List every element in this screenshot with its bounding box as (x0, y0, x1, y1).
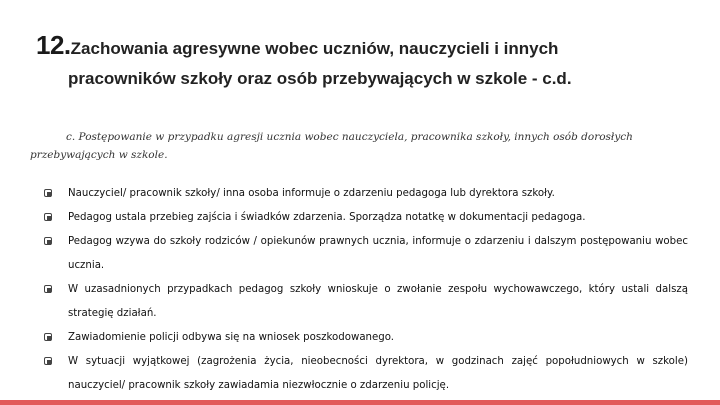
section-subtitle: c. Postępowanie w przypadku agresji ucznia wobec nauczyciela, pracownika szkoły, innych osób dorosłych przebywających w szkole. (30, 131, 633, 161)
checkbox-square-icon (44, 333, 52, 341)
checkbox-square-icon (44, 189, 52, 197)
list-item (44, 182, 688, 206)
slide-title (36, 30, 696, 89)
accent-bar (0, 400, 720, 405)
title-line-2: pracowników szkoły oraz osób przebywających w szkole - c.d. (68, 69, 572, 88)
list-item (44, 278, 688, 326)
list-item (44, 350, 688, 398)
list-item (44, 230, 688, 278)
title-number: 12. (36, 30, 71, 60)
checkbox-square-icon (44, 237, 52, 245)
list-item (44, 206, 688, 230)
checkbox-square-icon (44, 285, 52, 293)
list-item-text: Pedagog wzywa do szkoły rodziców / opiekunów prawnych ucznia, informuje o zdarzeniu i dalszym postępowaniu wobec ucznia. (68, 236, 688, 271)
title-line-1: Zachowania agresywne wobec uczniów, nauczycieli i innych (70, 39, 559, 58)
bullet-list (44, 182, 688, 398)
list-item-text: W sytuacji wyjątkowej (zagrożenia życia, nieobecności dyrektora, w godzinach zajęć popołudniowych w szkole) nauczyciel/ pracownik szkoły zawiadamia niezwłocznie o zdarzeniu policję. (68, 356, 688, 391)
list-item-text: Nauczyciel/ pracownik szkoły/ inna osoba informuje o zdarzeniu pedagoga lub dyrektora szkoły. (68, 188, 555, 199)
checkbox-square-icon (44, 357, 52, 365)
list-item-text: Zawiadomienie policji odbywa się na wniosek poszkodowanego. (68, 332, 395, 343)
checkbox-square-icon (44, 213, 52, 221)
list-item-text: W uzasadnionych przypadkach pedagog szkoły wnioskuje o zwołanie zespołu wychowawczego, który ustali dalszą strategię działań. (68, 284, 688, 319)
list-item-text: Pedagog ustala przebieg zajścia i świadków zdarzenia. Sporządza notatkę w dokumentacji pedagoga. (68, 212, 586, 223)
list-item (44, 326, 688, 350)
